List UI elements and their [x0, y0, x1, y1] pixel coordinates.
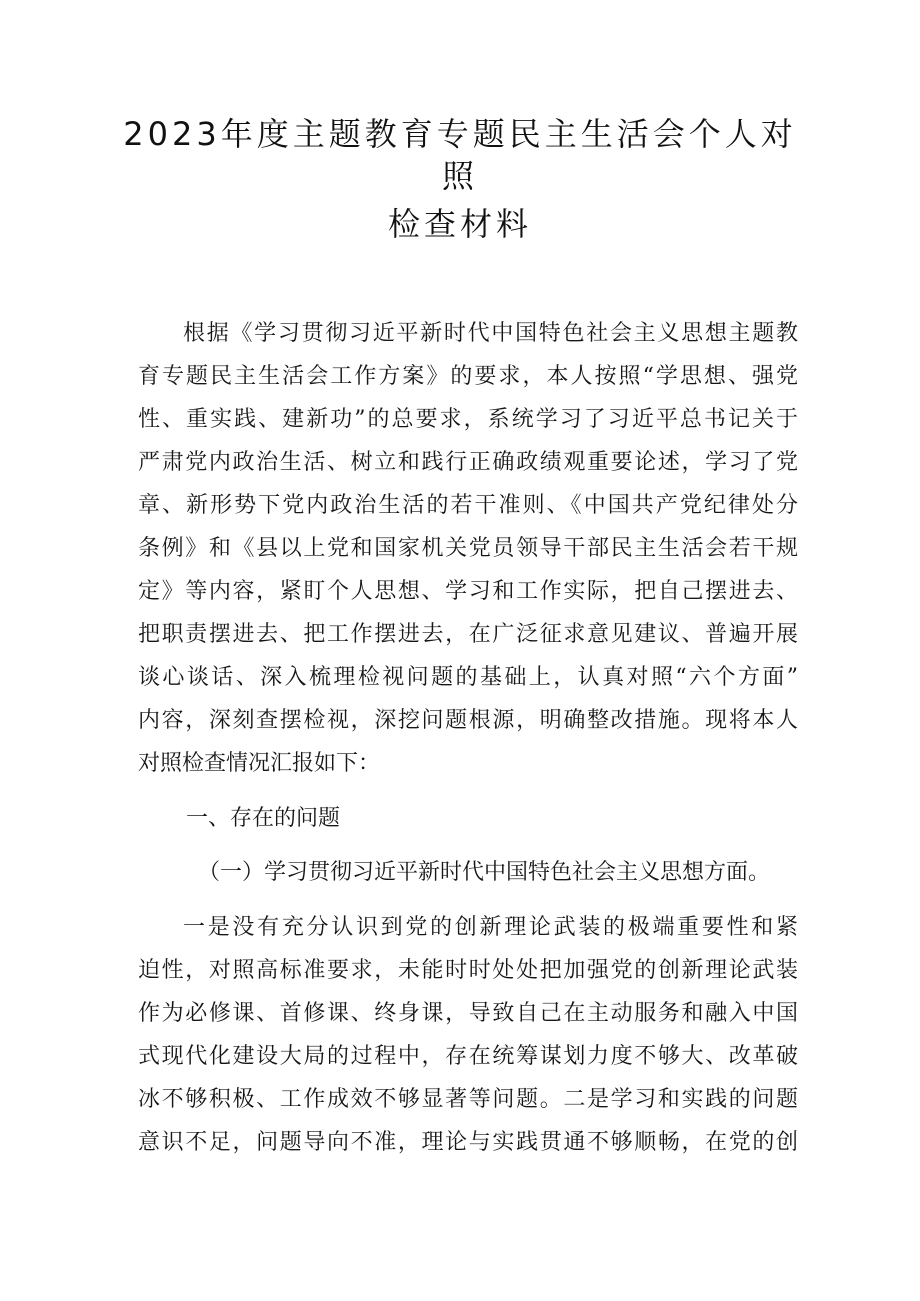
intro-paragraph-line: 性、重实践、建新功”的总要求，系统学习了习近平总书记关于 — [138, 407, 798, 432]
intro-paragraph-line: 根据《学习贯彻习近平新时代中国特色社会主义思想主题教 — [183, 321, 798, 346]
body-paragraph-line: 意识不足，问题导向不准，理论与实践贯通不够顺畅，在党的创 — [138, 1130, 798, 1155]
intro-paragraph-line: 定》等内容，紧盯个人思想、学习和工作实际，把自己摆进去、 — [138, 579, 798, 604]
intro-paragraph-line: 内容，深刻查摆检视，深挖问题根源，明确整改措施。现将本人 — [138, 708, 798, 733]
document-title-line-3: 检查材料 — [387, 205, 532, 243]
intro-paragraph-line: 对照检查情况汇报如下： — [138, 751, 381, 776]
intro-paragraph-line: 章、新形势下党内政治生活的若干准则、《中国共产党纪律处分 — [138, 493, 798, 518]
document-title-line-2: 照 — [441, 157, 478, 195]
body-paragraph-line: 冰不够积极、工作成效不够显著等问题。二是学习和实践的问题 — [138, 1087, 798, 1112]
intro-paragraph-line: 育专题民主生活会工作方案》的要求，本人按照“学思想、强党 — [138, 364, 798, 389]
intro-paragraph-line: 把职责摆进去、把工作摆进去，在广泛征求意见建议、普遍开展 — [138, 622, 798, 647]
body-paragraph-line: 一是没有充分认识到党的创新理论武装的极端重要性和紧 — [183, 915, 798, 940]
section-heading: 一、存在的问题 — [186, 806, 341, 831]
body-paragraph-line: 式现代化建设大局的过程中，存在统筹谋划力度不够大、改革破 — [138, 1044, 798, 1069]
subsection-heading: （一）学习贯彻习近平新时代中国特色社会主义思想方面。 — [198, 860, 771, 885]
body-paragraph-line: 作为必修课、首修课、终身课，导致自己在主动服务和融入中国 — [138, 1001, 798, 1026]
intro-paragraph-line: 严肃党内政治生活、树立和践行正确政绩观重要论述，学习了党 — [138, 450, 798, 475]
document-title-line-1: 2023年度主题教育专题民主生活会个人对 — [123, 115, 797, 153]
body-paragraph-line: 迫性，对照高标准要求，未能时时处处把加强党的创新理论武装 — [138, 958, 798, 983]
intro-paragraph-line: 条例》和《县以上党和国家机关党员领导干部民主生活会若干规 — [138, 536, 798, 561]
intro-paragraph-line: 谈心谈话、深入梳理检视问题的基础上，认真对照“六个方面” — [138, 665, 798, 690]
